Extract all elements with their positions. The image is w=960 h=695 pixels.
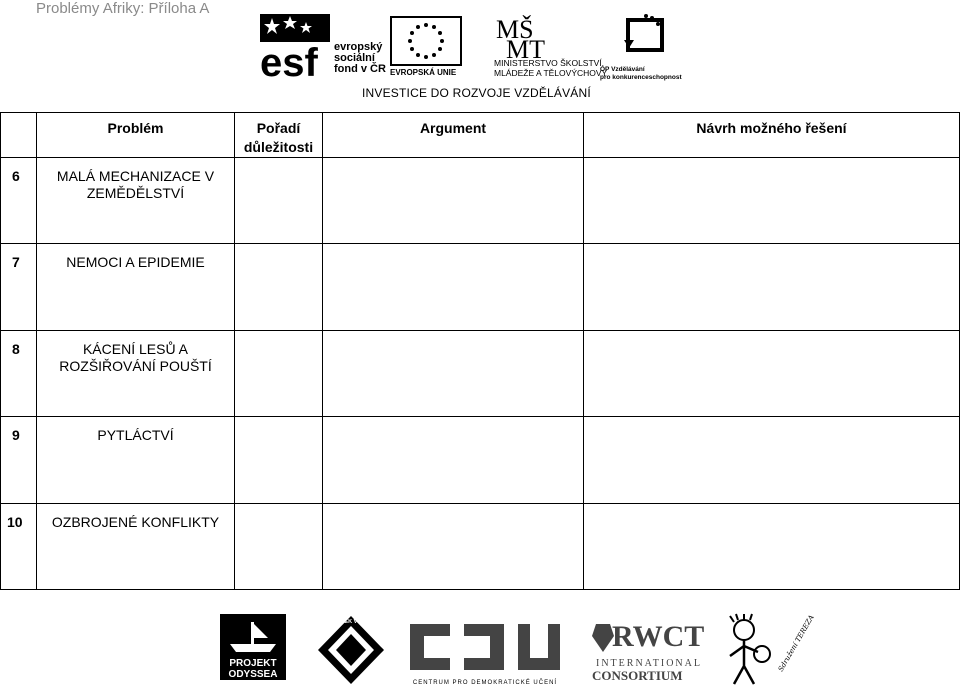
svg-text:ODYSSEA: ODYSSEA (228, 669, 278, 680)
row-number: 9 (1, 417, 37, 504)
row-problem: KÁCENÍ LESŮ A ROZŠIŘOVÁNÍ POUŠTÍ (37, 331, 235, 417)
investice-slogan: INVESTICE DO ROZVOJE VZDĚLÁVÁNÍ (362, 86, 591, 100)
row-argument-cell[interactable] (323, 158, 584, 244)
problems-table (0, 112, 960, 590)
svg-text:RWCT: RWCT (612, 620, 705, 653)
table-row (1, 417, 960, 504)
row-number: 7 (1, 244, 37, 331)
table-row (1, 331, 960, 417)
header-num (1, 113, 37, 158)
rwct-logo (582, 614, 706, 686)
row-priority-cell[interactable] (235, 417, 323, 504)
svg-text:MT: MT (506, 35, 545, 64)
row-argument-cell[interactable] (323, 244, 584, 331)
footer-logos (220, 613, 816, 690)
row-priority-cell[interactable] (235, 244, 323, 331)
table-row (1, 158, 960, 244)
tereza-logo (724, 613, 816, 690)
row-number: 6 (1, 158, 37, 244)
svg-text:CENTRUM PRO DEMOKRATICKÉ UČENÍ: CENTRUM PRO DEMOKRATICKÉ UČENÍ (412, 680, 558, 686)
row-argument-cell[interactable] (323, 417, 584, 504)
eu-logo: EVROPSKÁ UNIE (390, 14, 466, 78)
svg-text:CONSORTIUM: CONSORTIUM (592, 668, 683, 683)
row-problem: PYTLÁCTVÍ (37, 417, 235, 504)
row-priority-cell[interactable] (235, 504, 323, 590)
op-logo: OP Vzdělávání pro konkurenceschopnost (600, 14, 690, 78)
header-argument: Argument (323, 113, 584, 158)
row-argument-cell[interactable] (323, 331, 584, 417)
svg-text:esf: esf (260, 41, 318, 85)
row-priority-cell[interactable] (235, 331, 323, 417)
svg-text:Sdružení TEREZA: Sdružení TEREZA (776, 613, 816, 673)
esf-logo (260, 14, 330, 85)
svg-text:ČLOVĚK V TÍSNI: ČLOVĚK V TÍSNI (329, 619, 373, 625)
row-problem: MALÁ MECHANIZACE V ZEMĚDĚLSTVÍ (37, 158, 235, 244)
msmt-logo: MŠ MT MINISTERSTVO ŠKOLSTVÍ, MLÁDEŽE A TĚLOVÝCHOVY (494, 15, 608, 78)
header-solution: Návrh možného řešení (584, 113, 960, 158)
row-argument-cell[interactable] (323, 504, 584, 590)
clovek-v-tisni-logo (316, 614, 386, 686)
row-solution-cell[interactable] (584, 244, 960, 331)
svg-text:MŠ: MŠ (496, 15, 534, 44)
row-problem: NEMOCI A EPIDEMIE (37, 244, 235, 331)
row-solution-cell[interactable] (584, 504, 960, 590)
table-row (1, 504, 960, 590)
header-priority: Pořadí důležitosti (235, 113, 323, 158)
header-problem: Problém (37, 113, 235, 158)
esf-text: evropský sociální fond v ČR (334, 41, 386, 75)
row-number: 8 (1, 331, 37, 417)
cdu-logo (406, 614, 564, 686)
table-row (1, 244, 960, 331)
document-title: Problémy Afriky: Příloha A (36, 0, 210, 17)
row-solution-cell[interactable] (584, 158, 960, 244)
svg-text:PROJEKT: PROJEKT (229, 658, 277, 669)
row-problem: OZBROJENÉ KONFLIKTY (37, 504, 235, 590)
svg-text:INTERNATIONAL: INTERNATIONAL (596, 658, 702, 669)
row-number: 10 (1, 504, 37, 590)
row-solution-cell[interactable] (584, 331, 960, 417)
odyssea-logo (220, 614, 286, 680)
row-priority-cell[interactable] (235, 158, 323, 244)
table-header-row (1, 113, 960, 158)
header-logos (260, 14, 700, 85)
row-solution-cell[interactable] (584, 417, 960, 504)
